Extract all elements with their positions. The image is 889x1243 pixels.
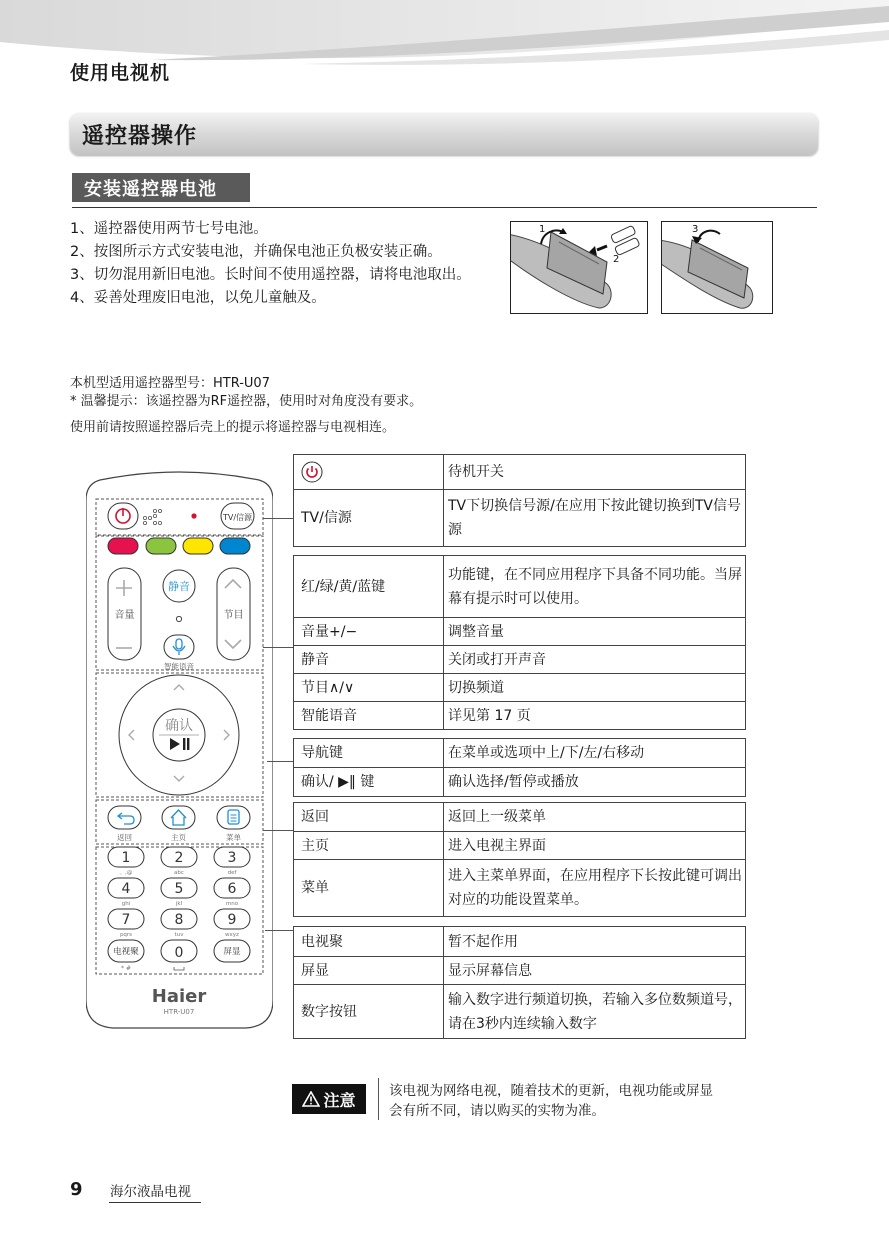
remote-channel-label: 节目 <box>223 610 244 621</box>
table-cell-key: 菜单 <box>294 860 444 917</box>
table-cell-value: 在菜单或选项中上/下/左/右移动 <box>444 739 746 768</box>
page-number: 9 <box>70 1179 83 1200</box>
remote-digit-label: 9 <box>227 912 237 928</box>
remote-digit-label: 3 <box>227 850 237 866</box>
leader-line-5 <box>265 930 293 931</box>
model-note: 本机型适用遥控器型号：HTR-U07 <box>70 376 270 391</box>
table-row <box>294 556 746 618</box>
warning-badge <box>292 1084 366 1114</box>
table-cell-key: TV/信源 <box>294 490 444 547</box>
leader-line-4 <box>263 830 293 831</box>
table-row <box>294 618 746 646</box>
remote-star-label: * # <box>121 965 131 972</box>
remote-home-label: 主页 <box>171 833 186 842</box>
remote-control-diagram <box>86 470 273 1030</box>
pairing-note: 使用前请按照遥控器后壳上的提示将遥控器与电视相连。 <box>70 420 396 435</box>
table-cell-value: 进入电视主界面 <box>444 832 746 860</box>
chapter-title: 使用电视机 <box>70 62 171 84</box>
power-icon <box>301 461 323 483</box>
table-cell-key: 确认/ ▶‖ 键 <box>294 768 444 797</box>
footer-rule <box>109 1202 201 1203</box>
remote-digit-letters: ghi <box>121 901 131 907</box>
section-title: 遥控器操作 <box>82 124 198 149</box>
warning-text-line-2: 会有所不同，请以购买的实物为准。 <box>389 1103 605 1119</box>
table-row <box>294 739 746 768</box>
table-cell-value: 返回上一级菜单 <box>444 803 746 832</box>
remote-zero-label: 0 <box>174 945 184 961</box>
table-cell-value: 输入数字进行频道切换，若输入多位数频道号，请在3秒内连续输入数字 <box>444 985 746 1039</box>
table-cell-key: 红/绿/黄/蓝键 <box>294 556 444 618</box>
table-cell-value: 进入主菜单界面，在应用程序下长按此键可调出对应的功能设置菜单。 <box>444 860 746 917</box>
remote-digit-label: 1 <box>121 850 131 866</box>
table-cell-key: 节目∧/∨ <box>294 674 444 702</box>
remote-ok-label: 确认 <box>165 718 193 734</box>
table-cell-value: 切换频道 <box>444 674 746 702</box>
table-cell-value: TV下切换信号源/在应用下按此键切换到TV信号源 <box>444 490 746 547</box>
remote-power-button <box>108 503 138 529</box>
table-row <box>294 455 746 490</box>
table-cell-key: 导航键 <box>294 739 444 768</box>
remote-brand-logo: Haier <box>151 986 207 1007</box>
table-cell-key: 返回 <box>294 803 444 832</box>
table-cell-value: 详见第 17 页 <box>444 702 746 730</box>
subsection-title: 安装遥控器电池 <box>84 179 217 200</box>
key-table-group-2 <box>293 555 746 730</box>
remote-digit-letters: tuv <box>174 932 184 938</box>
table-cell-value: 关闭或打开声音 <box>444 646 746 674</box>
warning-text-line-1: 该电视为网络电视，随着技术的更新，电视功能或屏显 <box>389 1083 713 1099</box>
table-cell-key: 音量+/− <box>294 618 444 646</box>
table-row <box>294 985 746 1039</box>
warning-divider <box>378 1078 379 1120</box>
table-cell-key: 电视聚 <box>294 927 444 957</box>
remote-digit-letters: pqrs <box>119 932 133 938</box>
table-row <box>294 927 746 957</box>
remote-tvjoy-label: 电视聚 <box>113 947 139 957</box>
table-cell-value: 确认选择/暂停或播放 <box>444 768 746 797</box>
table-row <box>294 674 746 702</box>
remote-digit-letters: abc <box>174 870 184 876</box>
remote-volume-label: 音量 <box>114 610 135 621</box>
tip-note: * 温馨提示：该遥控器为RF遥控器，使用时对角度没有要求。 <box>70 394 423 409</box>
table-cell-key: 静音 <box>294 646 444 674</box>
table-cell-key: 屏显 <box>294 957 444 985</box>
step-1: 1、遥控器使用两节七号电池。 <box>70 221 268 237</box>
remote-back-button <box>108 806 141 829</box>
figure-label-3: 3 <box>692 224 699 235</box>
remote-green-key <box>146 538 176 554</box>
battery-install-figure-2 <box>661 221 773 314</box>
remote-blue-key <box>220 538 250 554</box>
step-3: 3、切勿混用新旧电池。长时间不使用遥控器，请将电池取出。 <box>70 267 471 283</box>
key-table-group-1 <box>293 454 746 547</box>
table-row <box>294 702 746 730</box>
table-cell-key: 智能语音 <box>294 702 444 730</box>
leader-line-1 <box>263 518 293 519</box>
remote-back-label: 返回 <box>117 833 132 842</box>
remote-digit-label: 6 <box>227 881 237 897</box>
remote-digit-letters: jkl <box>175 901 183 907</box>
remote-indicator-led <box>191 513 196 518</box>
table-row <box>294 803 746 832</box>
leader-line-2 <box>263 647 293 648</box>
table-cell-value: 暂不起作用 <box>444 927 746 957</box>
table-row <box>294 490 746 547</box>
figure-label-2: 2 <box>613 254 620 265</box>
battery-install-figure-1 <box>510 221 648 314</box>
table-row <box>294 957 746 985</box>
remote-menu-label: 菜单 <box>226 833 241 842</box>
remote-tv-source-label: TV/信源 <box>222 513 253 522</box>
key-table-group-3 <box>293 738 746 797</box>
key-table-group-4 <box>293 802 746 917</box>
remote-digit-label: 5 <box>174 881 184 897</box>
step-2: 2、按图所示方式安装电池，并确保电池正负极安装正确。 <box>70 244 442 260</box>
remote-yellow-key <box>183 538 213 554</box>
remote-digit-label: 2 <box>174 850 184 866</box>
remote-digit-label: 4 <box>121 881 131 897</box>
table-row <box>294 768 746 797</box>
remote-digit-label: 8 <box>174 912 184 928</box>
table-cell-key: 主页 <box>294 832 444 860</box>
table-row <box>294 832 746 860</box>
figure-label-1: 1 <box>539 224 546 235</box>
warning-label: 注意 <box>323 1090 356 1110</box>
table-cell-value: 待机开关 <box>444 455 746 490</box>
table-row <box>294 646 746 674</box>
remote-digit-letters: def <box>227 870 237 876</box>
remote-digit-label: 7 <box>121 912 131 928</box>
remote-voice-label: 智能语音 <box>164 662 194 671</box>
remote-model-label: HTR-U07 <box>163 1008 195 1016</box>
table-cell-value: 显示屏幕信息 <box>444 957 746 985</box>
remote-digit-letters: wxyz <box>225 932 239 938</box>
remote-digit-keys <box>108 847 250 938</box>
table-cell-key: 数字按钮 <box>294 985 444 1039</box>
table-cell-value: 功能键，在不同应用程序下具备不同功能。当屏幕有提示时可以使用。 <box>444 556 746 618</box>
leader-line-3 <box>267 761 293 762</box>
step-4: 4、妥善处理废旧电池，以免儿童触及。 <box>70 290 326 306</box>
warning-triangle-icon <box>302 1091 320 1107</box>
footer-brand: 海尔液晶电视 <box>110 1184 191 1200</box>
remote-mute-label: 静音 <box>168 580 190 593</box>
subsection-rule <box>72 207 817 208</box>
remote-red-key <box>108 538 138 554</box>
table-row <box>294 860 746 917</box>
table-cell-value: 调整音量 <box>444 618 746 646</box>
key-table-group-5 <box>293 926 746 1039</box>
remote-osd-label: 屏显 <box>223 947 241 957</box>
remote-digit-letters: mno <box>225 901 239 907</box>
remote-digit-letters: 。,@ <box>119 870 133 876</box>
